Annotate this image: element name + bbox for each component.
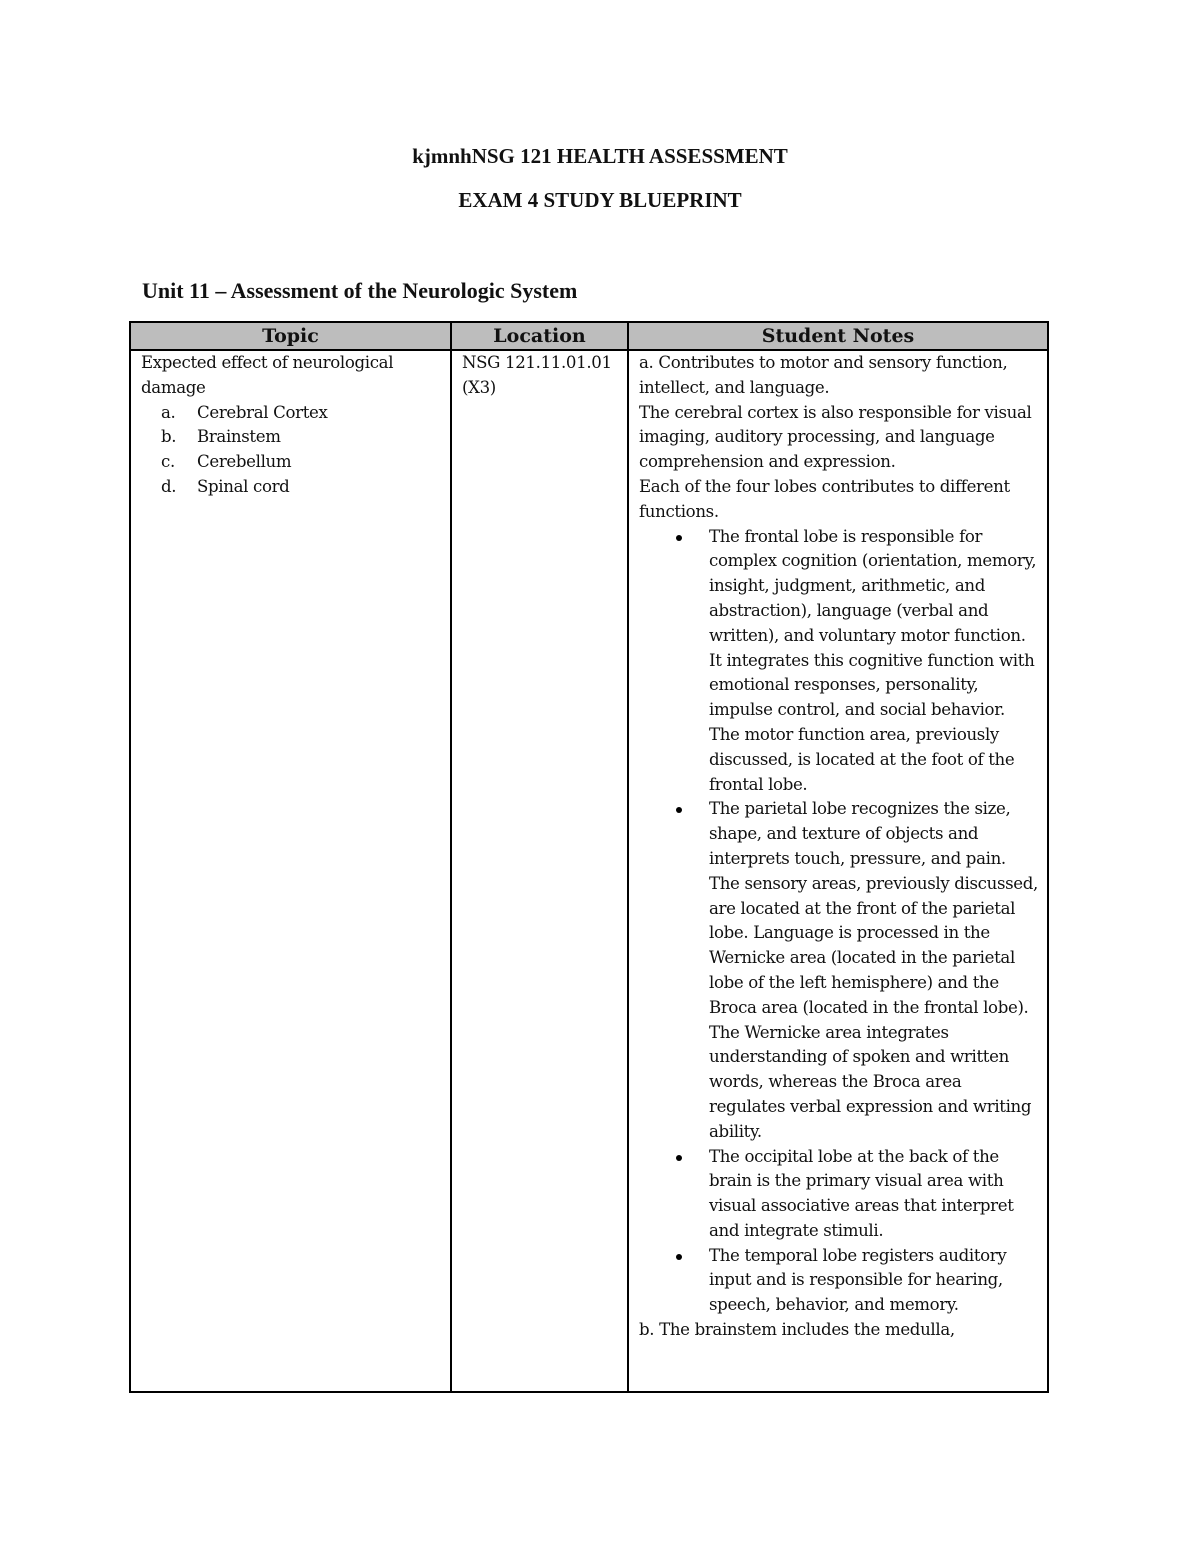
bullet-icon (676, 807, 682, 813)
table-row (130, 350, 1048, 1392)
list-item (639, 1244, 1039, 1318)
lobe-occipital-text: The occipital lobe at the back of the brain is the primary visual area with visual associative areas that interpret and integrate stimuli. (709, 1146, 1014, 1240)
list-item-text: Spinal cord (197, 476, 290, 496)
list-item (141, 425, 442, 450)
list-item-label: c. (161, 452, 175, 472)
list-item (141, 401, 442, 426)
list-item (141, 475, 442, 500)
list-item-label: d. (161, 476, 177, 496)
student-notes-cell (628, 350, 1048, 1392)
topic-cell (130, 350, 451, 1392)
unit-heading: Unit 11 – Assessment of the Neurologic System (142, 278, 578, 303)
list-item-text: Brainstem (197, 427, 281, 447)
column-header-student-notes: Student Notes (628, 322, 1048, 350)
list-item (639, 797, 1039, 1144)
bullet-icon (676, 1254, 682, 1260)
lobe-temporal-text: The temporal lobe registers auditory input and is responsible for hearing, speech, behavior, and memory. (709, 1245, 1007, 1315)
topic-intro: Expected effect of neurological damage (141, 353, 394, 397)
notes-paragraph-cortex: The cerebral cortex is also responsible for visual imaging, auditory processing, and language comprehension and expression. (639, 402, 1032, 472)
column-header-topic: Topic (130, 322, 451, 350)
location-cell (451, 350, 628, 1392)
lobe-parietal-text: The parietal lobe recognizes the size, shape, and texture of objects and interprets touch, pressure, and pain. The sensory areas, previously discussed, are located at the front of the parietal lobe. Language is processed in the Wernicke area (located in the parietal lobe of the left hemisphere) and the Broca area (located in the frontal lobe). The Wernicke area integrates understanding of spoken and written words, whereas the Broca area regulates verbal expression and writing ability. (709, 799, 1038, 1141)
lobe-frontal-text: The frontal lobe is responsible for complex cognition (orientation, memory, insight, judgment, arithmetic, and abstraction), language (verbal and written), and voluntary motor function. It integrates this cognitive function with emotional responses, personality, impulse control, and social behavior. The motor function area, previously discussed, is located at the foot of the frontal lobe. (709, 526, 1037, 794)
location-count: (X3) (462, 377, 496, 397)
location-code: NSG 121.11.01.01 (462, 353, 612, 372)
bullet-icon (676, 1155, 682, 1161)
document-subtitle: EXAM 4 STUDY BLUEPRINT (458, 188, 742, 212)
list-item-label: a. (161, 402, 176, 422)
list-item-label: b. (161, 427, 177, 447)
list-item (639, 1145, 1039, 1244)
blueprint-table (129, 321, 1049, 1393)
document-title: kjmnhNSG 121 HEALTH ASSESSMENT (412, 144, 788, 168)
column-header-location: Location (451, 322, 628, 350)
list-item (639, 525, 1039, 798)
notes-paragraph-a: a. Contributes to motor and sensory function, intellect, and language. (639, 353, 1008, 397)
list-item-text: Cerebral Cortex (197, 402, 328, 422)
list-item (141, 450, 442, 475)
table-header-row (130, 322, 1048, 350)
topic-list (141, 401, 442, 500)
list-item-text: Cerebellum (197, 452, 292, 472)
notes-paragraph-b: b. The brainstem includes the medulla, (639, 1320, 955, 1340)
notes-paragraph-lobes: Each of the four lobes contributes to different functions. (639, 476, 1010, 521)
bullet-icon (676, 535, 682, 541)
lobes-list (639, 525, 1039, 1319)
